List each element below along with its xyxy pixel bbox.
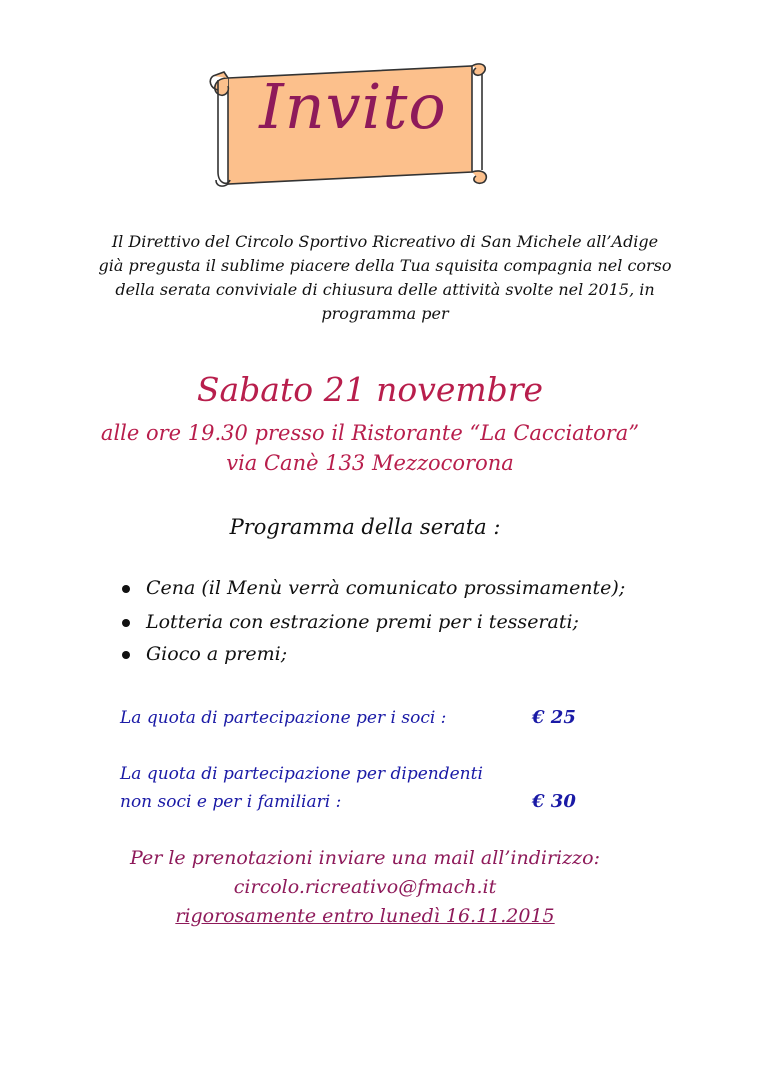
list-item xyxy=(120,574,720,608)
intro-line: della serata conviviale di chiusura delle attività svolte nel 2015, in xyxy=(115,280,655,299)
event-date: Sabato 21 novembre xyxy=(196,370,544,409)
program-list xyxy=(120,574,720,670)
invitation-title: Invito xyxy=(259,70,447,143)
list-item xyxy=(120,640,720,670)
booking-section xyxy=(0,844,730,931)
intro-line: programma per xyxy=(321,304,449,323)
intro-line: Il Direttivo del Circolo Sportivo Ricreativo di San Michele all’Adige xyxy=(111,232,659,251)
booking-email[interactable]: circolo.ricreativo@fmach.it xyxy=(233,876,497,898)
program-item-text: Lotteria con estrazione premi per i tesserati; xyxy=(146,611,579,633)
program-item-text: Gioco a premi; xyxy=(146,643,288,665)
others-fee-label-line1: La quota di partecipazione per dipendenti xyxy=(120,764,483,784)
members-fee-amount: € 25 xyxy=(532,707,576,728)
bullet-icon xyxy=(122,585,130,593)
event-address: via Canè 133 Mezzocorona xyxy=(226,451,514,475)
event-venue: alle ore 19.30 presso il Ristorante “La Cacciatora” xyxy=(100,421,640,445)
program-heading: Programma della serata : xyxy=(229,515,501,539)
members-fee-label: La quota di partecipazione per i soci : xyxy=(120,708,447,728)
list-item xyxy=(120,608,720,640)
others-fee-label-line2: non soci e per i familiari : xyxy=(120,792,342,812)
intro-line: già pregusta il sublime piacere della Tua squisita compagnia nel corso xyxy=(98,256,672,275)
booking-instruction: Per le prenotazioni inviare una mail all’indirizzo: xyxy=(130,847,600,869)
bullet-icon xyxy=(122,619,130,627)
booking-deadline: rigorosamente entro lunedì 16.11.2015 xyxy=(175,905,555,927)
bullet-icon xyxy=(122,651,130,659)
intro-paragraph xyxy=(60,230,710,326)
program-item-text: Cena (il Menù verrà comunicato prossimamente); xyxy=(146,577,626,599)
others-fee-amount: € 30 xyxy=(532,791,576,812)
